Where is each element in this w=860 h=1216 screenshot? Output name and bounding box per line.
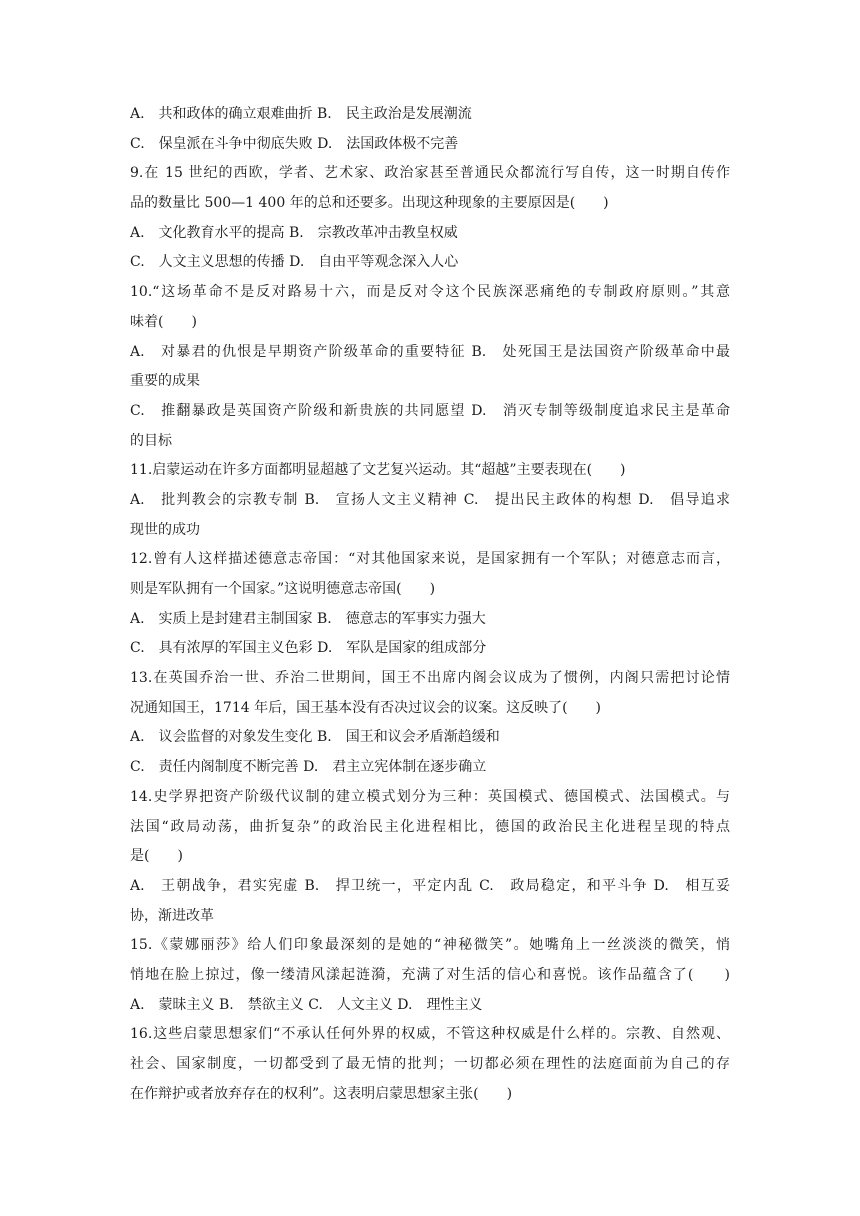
option-line: C. 具有浓厚的军国主义色彩 D. 军队是国家的组成部分 xyxy=(130,640,487,657)
option-line: A. 王朝战争，君实宪虚 B. 捍卫统一，平定内乱 C. 政局稳定，和平斗争 D. 相互妥 xyxy=(130,877,730,894)
option-line: C. 保皇派在斗争中彻底失败 D. 法国政体极不完善 xyxy=(130,135,459,152)
option-line: A. 议会监督的对象发生变化 B. 国王和议会矛盾渐趋缓和 xyxy=(130,729,500,746)
question-15-stem: 15.《蒙娜丽莎》给人们印象最深刻的是她的“神秘微笑”。她嘴角上一丝淡淡的微笑，悄 xyxy=(130,937,730,954)
question-9-stem: 品的数量比 500—1 400 年的总和还要多。出现这种现象的主要原因是( ) xyxy=(130,195,609,212)
option-line: A. 共和政体的确立艰难曲折 B. 民主政治是发展潮流 xyxy=(130,106,472,122)
option-line: 重要的成果 xyxy=(130,373,200,390)
option-line: A. 对暴君的仇恨是早期资产阶级革命的重要特征 B. 处死国王是法国资产阶级革命中最 xyxy=(130,343,730,360)
question-10-stem: 10.“这场革命不是反对路易十六，而是反对令这个民族深恶痛绝的专制政府原则。”其意 xyxy=(130,284,730,301)
question-16-stem: 在作辩护或者放弃存在的权利”。这表明启蒙思想家主张( ) xyxy=(130,1085,513,1102)
option-line: 协，渐进改革 xyxy=(130,907,214,924)
option-line: C. 人文主义思想的传播 D. 自由平等观念深入人心 xyxy=(130,254,459,271)
question-12-stem: 12.曾有人这样描述德意志帝国：“对其他国家来说，是国家拥有一个军队；对德意志而言， xyxy=(130,551,730,568)
question-16-stem: 社会、国家制度，一切都受到了最无情的批判；一切都必须在理性的法庭面前为自己的存 xyxy=(130,1056,730,1072)
question-14-stem: 法国“政局动荡，曲折复杂”的政治民主化进程相比，德国的政治民主化进程呈现的特点 xyxy=(130,818,730,835)
option-line: 现世的成功 xyxy=(130,521,200,538)
question-text-block xyxy=(130,100,730,1109)
question-10-stem: 味着( ) xyxy=(130,313,197,330)
question-14-stem: 14.史学界把资产阶级代议制的建立模式划分为三种：英国模式、德国模式、法国模式。与 xyxy=(130,788,730,805)
question-13-stem: 况通知国王，1714 年后，国王基本没有否决过议会的议案。这反映了( ) xyxy=(130,699,602,716)
option-line: C. 责任内阁制度不断完善 D. 君主立宪体制在逐步确立 xyxy=(130,759,487,776)
question-11-stem: 11.启蒙运动在许多方面都明显超越了文艺复兴运动。其“超越”主要表现在( ) xyxy=(130,462,626,479)
question-14-stem: 是( ) xyxy=(130,848,183,865)
option-line: A. 蒙昧主义 B. 禁欲主义 C. 人文主义 D. 理性主义 xyxy=(130,996,483,1013)
question-16-stem: 16.这些启蒙思想家们“不承认任何外界的权威，不管这种权威是什么样的。宗教、自然观、 xyxy=(130,1026,730,1043)
question-12-stem: 则是军队拥有一个国家。”这说明德意志帝国( ) xyxy=(130,581,436,597)
question-13-stem: 13.在英国乔治一世、乔治二世期间，国王不出席内阁会议成为了惯例，内阁只需把讨论情 xyxy=(130,670,730,687)
option-line: A. 批判教会的宗教专制 B. 宣扬人文主义精神 C. 提出民主政体的构想 D. 倡导追求 xyxy=(130,491,730,508)
question-9-stem: 9.在 15 世纪的西欧，学者、艺术家、政治家甚至普通民众都流行写自传，这一时期自传作 xyxy=(130,165,730,182)
question-15-stem: 悄地在脸上掠过，像一缕清风漾起涟漪，充满了对生活的信心和喜悦。该作品蕴含了( ) xyxy=(130,966,730,983)
option-line: A. 实质上是封建君主制国家 B. 德意志的军事实力强大 xyxy=(130,610,486,627)
option-line: A. 文化教育水平的提高 B. 宗教改革冲击教皇权威 xyxy=(130,224,458,241)
option-line: 的目标 xyxy=(130,432,172,449)
option-line: C. 推翻暴政是英国资产阶级和新贵族的共同愿望 D. 消灭专制等级制度追求民主是革命 xyxy=(130,402,730,419)
